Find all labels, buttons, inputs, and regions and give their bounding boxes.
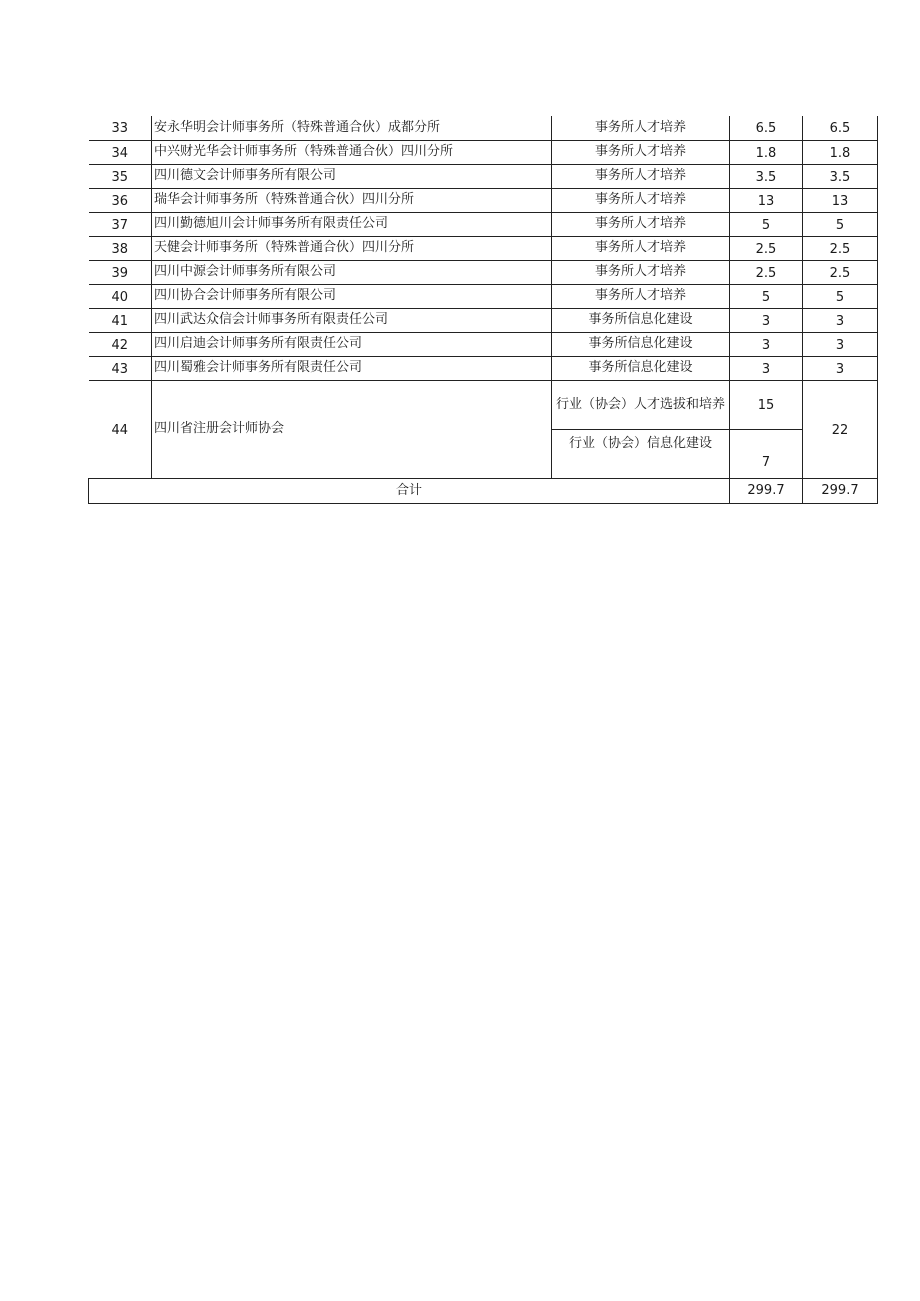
amount-2: 1.8 [803, 140, 878, 164]
amount-1: 2.5 [730, 236, 803, 260]
total-amount-1: 299.7 [730, 478, 803, 503]
amount-1: 3 [730, 356, 803, 380]
project-name: 行业（协会）人才选拔和培养 [552, 380, 730, 429]
project-name: 事务所人才培养 [552, 188, 730, 212]
row-number: 34 [89, 140, 152, 164]
amount-2: 3 [803, 356, 878, 380]
table-row [89, 164, 878, 188]
project-name: 事务所信息化建设 [552, 332, 730, 356]
organization-name: 四川武达众信会计师事务所有限责任公司 [152, 308, 552, 332]
total-row [89, 478, 878, 503]
table-row [89, 356, 878, 380]
amount-2: 3 [803, 308, 878, 332]
table-row [89, 308, 878, 332]
organization-name: 四川德文会计师事务所有限公司 [152, 164, 552, 188]
funding-table [88, 116, 878, 504]
amount-1: 2.5 [730, 260, 803, 284]
amount-1: 6.5 [730, 116, 803, 140]
amount-1: 15 [730, 380, 803, 429]
amount-1: 1.8 [730, 140, 803, 164]
amount-1: 7 [730, 429, 803, 478]
amount-1: 5 [730, 212, 803, 236]
total-label: 合计 [89, 478, 730, 503]
organization-name: 四川启迪会计师事务所有限责任公司 [152, 332, 552, 356]
project-name: 事务所人才培养 [552, 140, 730, 164]
amount-2: 3 [803, 332, 878, 356]
table-body [89, 116, 878, 503]
organization-name: 瑞华会计师事务所（特殊普通合伙）四川分所 [152, 188, 552, 212]
row-number: 38 [89, 236, 152, 260]
amount-2: 3.5 [803, 164, 878, 188]
project-name: 事务所人才培养 [552, 236, 730, 260]
amount-2: 5 [803, 284, 878, 308]
row-number: 33 [89, 116, 152, 140]
table-row [89, 260, 878, 284]
organization-name: 四川省注册会计师协会 [152, 380, 552, 478]
organization-name: 四川勤德旭川会计师事务所有限责任公司 [152, 212, 552, 236]
organization-name: 安永华明会计师事务所（特殊普通合伙）成都分所 [152, 116, 552, 140]
table-row [89, 332, 878, 356]
amount-1: 5 [730, 284, 803, 308]
organization-name: 四川协合会计师事务所有限公司 [152, 284, 552, 308]
row-number: 40 [89, 284, 152, 308]
row-number: 35 [89, 164, 152, 188]
organization-name: 四川中源会计师事务所有限公司 [152, 260, 552, 284]
row-number: 36 [89, 188, 152, 212]
project-name: 行业（协会）信息化建设 [552, 429, 730, 478]
row-number: 43 [89, 356, 152, 380]
row-number: 37 [89, 212, 152, 236]
amount-2: 13 [803, 188, 878, 212]
organization-name: 天健会计师事务所（特殊普通合伙）四川分所 [152, 236, 552, 260]
project-name: 事务所信息化建设 [552, 356, 730, 380]
project-name: 事务所人才培养 [552, 116, 730, 140]
table-row-44 [89, 380, 878, 429]
project-name: 事务所人才培养 [552, 284, 730, 308]
amount-1: 3.5 [730, 164, 803, 188]
table-row [89, 284, 878, 308]
row-number: 41 [89, 308, 152, 332]
amount-2: 2.5 [803, 260, 878, 284]
amount-2: 22 [803, 380, 878, 478]
table-row [89, 212, 878, 236]
amount-1: 3 [730, 332, 803, 356]
table-row [89, 188, 878, 212]
table-row [89, 140, 878, 164]
amount-2: 5 [803, 212, 878, 236]
amount-2: 6.5 [803, 116, 878, 140]
table-row [89, 236, 878, 260]
project-name: 事务所人才培养 [552, 260, 730, 284]
amount-2: 2.5 [803, 236, 878, 260]
organization-name: 中兴财光华会计师事务所（特殊普通合伙）四川分所 [152, 140, 552, 164]
total-amount-2: 299.7 [803, 478, 878, 503]
amount-1: 3 [730, 308, 803, 332]
project-name: 事务所人才培养 [552, 164, 730, 188]
project-name: 事务所信息化建设 [552, 308, 730, 332]
row-number: 42 [89, 332, 152, 356]
project-name: 事务所人才培养 [552, 212, 730, 236]
table-row [89, 116, 878, 140]
organization-name: 四川蜀雅会计师事务所有限责任公司 [152, 356, 552, 380]
row-number: 44 [89, 380, 152, 478]
amount-1: 13 [730, 188, 803, 212]
row-number: 39 [89, 260, 152, 284]
